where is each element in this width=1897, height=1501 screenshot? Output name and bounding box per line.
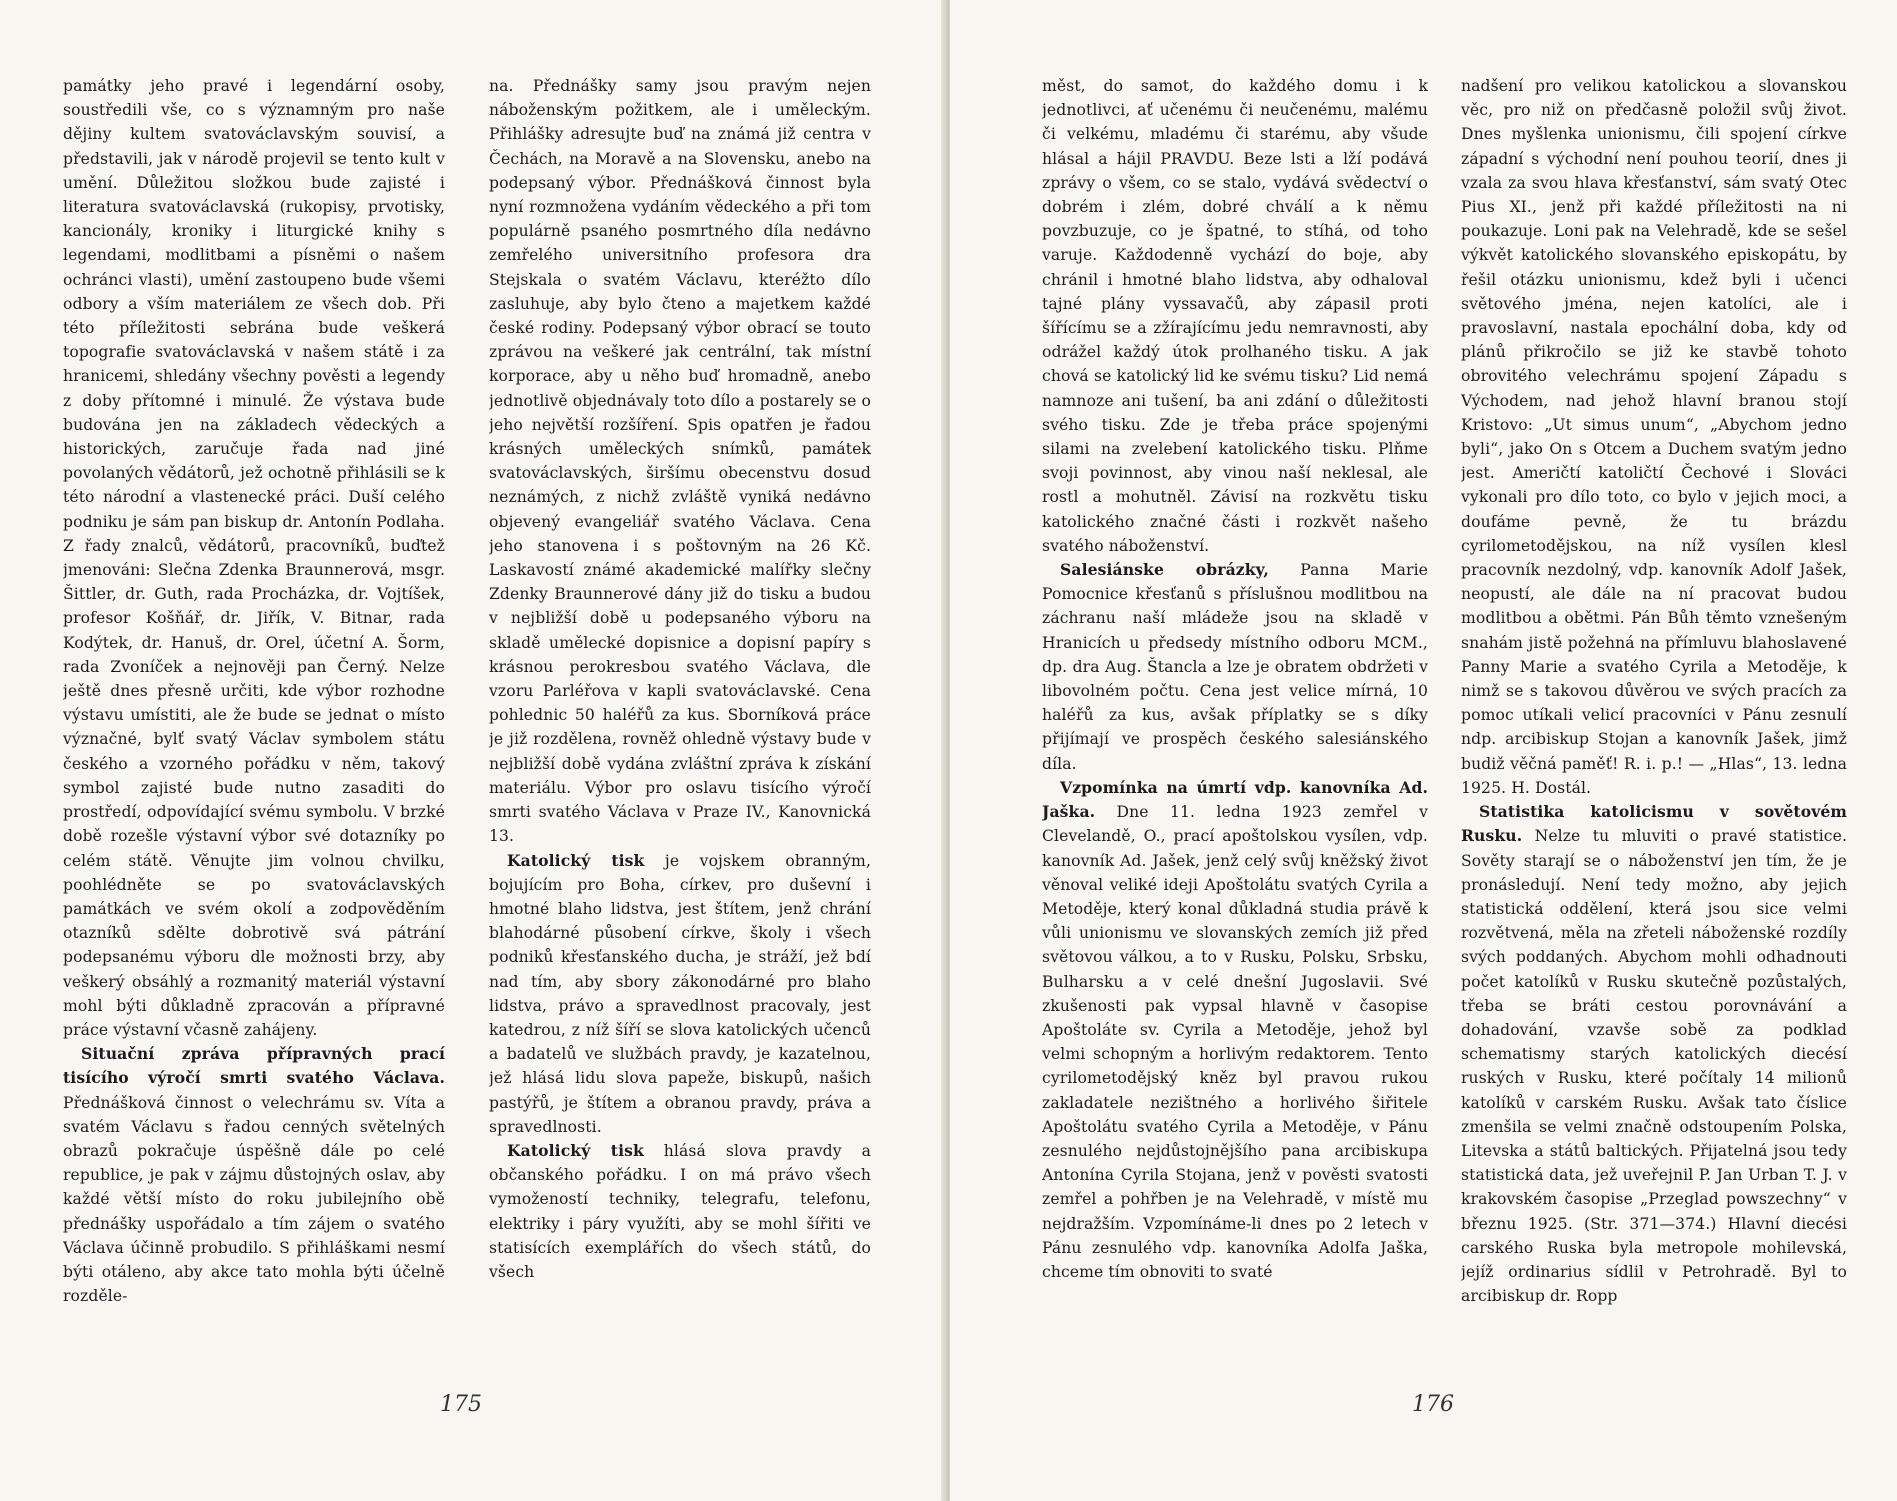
paragraph xyxy=(489,74,871,849)
paragraph-text: Panna Marie Pomocnice křesťanů s příslušnou modlitbou na záchranu naší mládeže jsou na skladě v Hranicích u předsedy místního odboru MCM., dp. dra Aug. Štancla a lze je obratem obdržeti v libovolném počtu. Cena jest velice mírná, 10 haléřů za kus, avšak příplatky se s díky přijímají ve prospěch českého salesiánského díla. xyxy=(1042,561,1428,773)
left-page-column-2 xyxy=(489,74,871,1384)
paragraph-heading: Statistika katolicismu v sovětovém Rusku. xyxy=(1461,802,1847,846)
paragraph-text: nadšení pro velikou katolickou a slovanskou věc, pro niž on předčasně položil svůj život. Dnes myšlenka unionismu, čili spojení církve západní s východní není pouhou teorií, dnes ji vzala za svou hlava křesťanství, sám svatý Otec Pius XI., jenž při každé příležitosti na ni poukazuje. Loni pak na Velehradě, kde se sešel výkvět katolického slovanského episkopátu, by řešil otázku unionismu, kdež byli i učenci světového jména, nejen katolíci, ale i pravoslavní, nastala epochální doba, kdy od plánů přikročilo se již ke stavbě tohoto obrovitého velechrámu spojení Západu s Východem, nad jehož hlavní branou stojí Kristovo: „Ut simus unum“, „Abychom jedno byli“, jako On s Otcem a Duchem svatým jedno jest. Američtí katoličtí Čechové i Slováci vykonali pro dílo toto, co bylo v jejich moci, a doufáme pevně, že tu brázdu cyrilometodějskou, na níž vysílen klesl pracovník nezdolný, vdp. kanovník Adolf Jašek, neopustí, ale dále na ní pracovat budou modlitbou a obětmi. Pán Bůh těmto vznešeným snahám jistě požehná na přímluvu blahoslavené Panny Marie a svatého Cyrila a Metoděje, k nimž se s takovou důvěrou ve svých pracích za pomoc utíkali velicí pracovníci v Pánu zesnulí ndp. arcibiskup Stojan a kanovník Jašek, jimž budiž věčná paměť! R. i. p.! — „Hlas“, 13. ledna 1925. H. Dostál. xyxy=(1461,77,1847,797)
paragraph-heading: Salesiánske obrázky, xyxy=(1060,560,1269,580)
paragraph-text: Přednášková činnost o velechrámu sv. Víta a svatém Václavu s řadou cenných světelných obrazů pokračuje úspěšně dále po celé republice, je pak v zájmu důstojných oslav, aby každé větší místo do roku jubilejního obě přednášky uspořádalo a tím zájem o svatého Václava účinně probudilo. S přihláškami nesmí býti otáleno, aby akce tato mohla býti účelně rozděle- xyxy=(63,1093,445,1306)
paragraph-text: Dne 11. ledna 1923 zemřel v Clevelandě, O., prací apoštolskou vysílen, vdp. kanovník Ad. Jašek, jenž celý svůj kněžský život věnoval veliké ideji Apoštolátu svatých Cyrila a Metoděje, který konal důkladná studia právě k vůli unionismu ve slovanských zemích již před světovou válkou, a to v Rusku, Polsku, Srbsku, Bulharsku a v celé dnešní Jugoslavii. Své zkušenosti pak vypsal hlavně v časopise Apoštoláte sv. Cyrila a Metoděje, jehož byl velmi schopným a horlivým redaktorem. Tento cyrilometodějský kněz byl pravou rukou zakladatele nezištného a horlivého šiřitele Apoštolátu svatého Cyrila a Metoděje, v Pánu zesnulého nejdůstojnějšího pana arcibiskupa Antonína Cyrila Stojana, jenž v pověsti svatosti zemřel a pohřben je na Velehradě, v místě mu nejdražším. Vzpomínáme-li dnes po 2 letech v Pánu zesnulého vdp. kanovníka Adolfa Jaška, chceme tím obnoviti to svaté xyxy=(1042,803,1428,1281)
paragraph xyxy=(1042,776,1428,1284)
right-page xyxy=(950,0,1897,1501)
paragraph-text: památky jeho pravé i legendární osoby, soustředili vše, co s významným pro naše dějiny kultem svatováclavským souvisí, a představili, jak v národě projevil se tento kult v umění. Důležitou složkou bude zajisté i literatura svatováclavská (rukopisy, prvotisky, kancionály, kroniky i liturgické knihy s legendami, modlitbami a písněmi o našem ochránci vlasti), umění zastoupeno bude všemi odbory a vším materiálem ze všech dob. Při této příležitosti sebrána bude veškerá topografie svatováclavská v našem státě i za hranicemi, shledány všechny pověsti a legendy z doby přítomné i minulé. Že výstava bude budována jen na základech vědeckých a historických, zaručuje řada nad jiné povolaných vědátorů, jež ochotně přihlásili se k této národní a vlastenecké práci. Duší celého podniku je sám pan biskup dr. Antonín Podlaha. Z řady znalců, vědátorů, pracovníků, buďtež jmenováni: Slečna Zdenka Braunnerová, msgr. Šittler, dr. Guth, rada Procházka, dr. Vojtíšek, profesor Košňář, dr. Jiřík, V. Bitnar, rada Kodýtek, dr. Hanuš, dr. Orel, účetní A. Šorm, rada Zvoníček a nejnověji pan Černý. Nelze ještě dnes přesně určiti, kde výbor rozhodne výstavu umístiti, ale že bude se jednat o místo význačné, bylť svatý Václav symbolem státu českého a vzorného pořádku v něm, takový symbol zajisté bude nutno zasaditi do prostředí, odpovídající svému symbolu. V brzké době rozešle výstavní výbor své dotazníky po celém státě. Věnujte jim volnou chvilku, poohlédněte se po svatováclavských památkách ve svém okolí a zodpověděním otazníků sdělte dobrotivě svá pátrání podepsanému výboru dle možnosti brzy, aby veškerý obsáhlý a rozmanitý materiál výstavní mohl býti důkladně zpracován a přípravné práce výstavní včasně zahájeny. xyxy=(63,77,445,1039)
left-page-column-1 xyxy=(63,74,445,1384)
left-page xyxy=(0,0,946,1501)
paragraph-heading: Katolický tisk xyxy=(507,850,645,870)
paragraph-text: měst, do samot, do každého domu i k jednotlivci, ať učenému či neučenému, malému či velkému, mladému či starému, aby všude hlásal a hájil PRAVDU. Beze lsti a lží podává zprávy o všem, co se stalo, vydává svědectví o dobrém i zlém, dobré chválí a k němu povzbuzuje, co je špatné, to stíhá, od toho varuje. Každodenně vychází do boje, aby chránil i hmotné blaho lidstva, aby odhaloval tajné plány vyssavačů, aby zápasil proti šířícímu se a zžírajícímu jedu nemravnosti, aby odrážel každý útok prolhaného tisku. A jak chová se katolický lid ke svému tisku? Lid nemá namnoze ani tušení, ba ani zdání o důležitosti svého tisku. Zde je třeba práce spojenými silami na zvelebení katolického tisku. Plňme svoji povinnost, aby vinou naší neklesal, ale rostl a mohutněl. Závisí na rozkvětu tisku katolického značné části i rozkvět našeho svatého náboženství. xyxy=(1042,77,1428,555)
paragraph xyxy=(1461,74,1847,800)
paragraph-text: je vojskem obranným, bojujícím pro Boha, církev, pro duševní i hmotné blaho lidstva, jest štítem, jenž chrání blahodárné působení církve, školy i všech podniků křesťanského ducha, je stráží, jež bdí nad tím, aby sbory zákonodárné pro blaho lidstva, právo a spravedlnost pracovaly, jest katedrou, z níž šíří se slova katolických učenců a badatelů ve službách pravdy, je kazatelnou, jež hlásá lidu slova papeže, biskupů, našich pastýřů, je štítem a obranou pravdy, práva a spravedlnosti. xyxy=(489,851,871,1136)
paragraph-heading: Vzpomínka na úmrtí vdp. kanovníka Ad. Jaška. xyxy=(1042,777,1428,822)
paragraph xyxy=(1042,558,1428,776)
paragraph xyxy=(63,74,445,1042)
paragraph xyxy=(1461,800,1847,1308)
right-page-column-2 xyxy=(1461,74,1847,1384)
paragraph-text: Nelze tu mluviti o pravé statistice. Sověty starají se o náboženství jen tím, že je pronásledují. Není tedy možno, aby jejich statistická oddělení, která jsou sice velmi rozvětvená, měla na zřeteli náboženské rozdíly svých poddaných. Abychom mohli odhadnouti počet katolíků v Rusku skutečně pozůstalých, třeba se bráti cestou porovnávání a dohadování, vzavše sobě za podklad schematismy starých katolických diecésí ruských v Rusku, které počítaly 14 milionů katolíků v carském Rusku. Avšak tato číslice zmenšila se velmi značně odstoupením Polska, Litevska a států baltických. Přijatelná jsou tedy statistická data, jež uveřejnil P. Jan Urban T. J. v krakovském časopise „Przeglad powszechny“ v březnu 1925. (Str. 371—374.) Hlavní diecési carského Ruska byla metropole mohilevská, jejíž ordinarius sídlil v Petrohradě. Byl to arcibiskup dr. Ropp xyxy=(1461,827,1847,1306)
page-number-right: 176 xyxy=(1412,1392,1454,1417)
paragraph-text: hlásá slova pravdy a občanského pořádku. I on má právo všech vymožeností techniky, telegrafu, telefonu, elektriky i páry využíti, aby se mohl šířiti ve statisících exemplářích do všech států, do všech xyxy=(489,1141,871,1281)
paragraph-heading: Katolický tisk xyxy=(507,1140,644,1160)
paragraph xyxy=(1042,74,1428,558)
paragraph-heading: Situační zpráva přípravných prací tisícího výročí smrti svatého Václava. xyxy=(63,1044,445,1088)
paragraph xyxy=(489,1139,871,1284)
page-number-left: 175 xyxy=(440,1392,482,1417)
paragraph-text: na. Přednášky samy jsou pravým nejen náboženským požitkem, ale i uměleckým. Přihlášky adresujte buď na známá již centra v Čechách, na Moravě a na Slovensku, anebo na podepsaný výbor. Přednášková činnost byla nyní rozmnožena vydáním vědeckého a při tom populárně psaného posmrtného díla nedávno zemřelého universitního profesora dra Stejskala o svatém Václavu, kteréžto dílo zasluhuje, aby bylo čteno a majetkem každé české rodiny. Podepsaný výbor obrací se touto zprávou na veškeré jak centrální, tak místní korporace, aby u něho buď hromadně, anebo jednotlivě objednávaly toto dílo a postarely se o jeho největší rozšíření. Spis opatřen je řadou krásných uměleckých snímků, památek svatováclavských, širšímu obecenstvu dosud neznámých, z nichž zvláště vyniká nedávno objevený evangeliář svatého Václava. Cena jeho stanovena i s poštovným na 26 Kč. Laskavostí známé akademické malířky slečny Zdenky Braunnerové dány již do tisku a budou v nejbližší době u podepsaného výboru na skladě umělecké dopisnice a dopisní papíry s krásnou perokresbou svatého Václava, dle vzoru Parléřova v kapli svatováclavské. Cena pohlednic 50 haléřů za kus. Sborníková práce je již rozdělena, rovněž ohledně výstavy bude v nejbližší době vydána zvláštní zpráva k získání materiálu. Výbor pro oslavu tisícího výročí smrti svatého Václava v Praze IV., Kanovnická 13. xyxy=(489,77,871,846)
right-page-column-1 xyxy=(1042,74,1428,1384)
paragraph xyxy=(489,849,871,1139)
paragraph xyxy=(63,1042,445,1308)
